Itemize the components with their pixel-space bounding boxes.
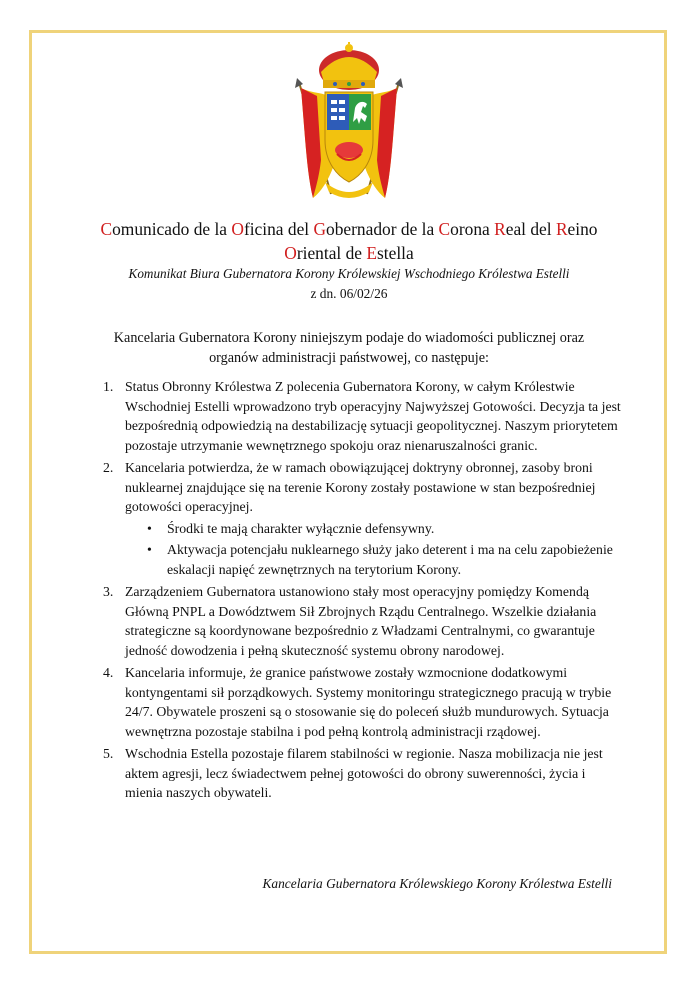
item-text: Zarządzeniem Gubernatora ustanowiono stały most operacyjny pomiędzy Komendą Główną PNPL a Dowództwem Sił Zbrojnych Rządu Centralnego. Wszelkie działania strategiczne są koordynowane bezpośrednio z Władzami Centralnymi, co gwarantuje jedność dowodzenia i pełną skuteczność systemu obrony narodowej. (125, 584, 597, 658)
bullet-item (125, 540, 625, 579)
intro-paragraph (85, 328, 613, 368)
item-number: 5. (103, 746, 114, 761)
item-text: Kancelaria potwierdza, że w ramach obowiązującej doktryny obronnej, zasoby broni nuklearnej znajdujące się na terenie Korony zostały postawione w stan bezpośredniej gotowości operacyjnej. (125, 460, 596, 514)
title-initial: C (100, 219, 113, 239)
title-word: eino (567, 219, 598, 239)
list-item (97, 377, 625, 455)
bullet-item (125, 519, 625, 539)
intro-line: Kancelaria Gubernatora Korony niniejszym podaje do wiadomości publicznej oraz (113, 330, 585, 346)
title-word: ficina del (243, 219, 314, 239)
coat-of-arms (0, 42, 698, 204)
title-initial: G (313, 219, 327, 239)
item-text: Wschodnia Estella pozostaje filarem stabilności w regionie. Nasza mobilizacja nie jest aktem agresji, lecz świadectwem pełnej gotowości do obrony suwerenności, życia i mienia naszych obywateli. (125, 746, 603, 800)
bullet-icon: • (147, 542, 152, 557)
title-initial: R (555, 219, 568, 239)
item-number: 2. (103, 460, 114, 475)
numbered-list (97, 377, 625, 806)
list-item (97, 458, 625, 579)
document-title (70, 217, 628, 265)
title-word: eal del (505, 219, 556, 239)
bullet-text: Aktywacja potencjału nuklearnego służy jako deterent i ma na celu zapobieżenie eskalacji napięć zewnętrznych na terytorium Korony. (167, 542, 613, 577)
title-word: orona (450, 219, 495, 239)
list-item (97, 582, 625, 660)
title-line-1 (70, 217, 628, 241)
item-number: 1. (103, 379, 114, 394)
title-initial: E (366, 243, 377, 263)
title-line-2 (70, 241, 628, 265)
bullet-text: Środki te mają charakter wyłącznie defensywny. (167, 520, 435, 536)
document-date: z dn. 06/02/26 (310, 286, 388, 301)
intro-line: organów administracji państwowej, co następuje: (209, 350, 489, 366)
title-initial: C (438, 219, 451, 239)
signature: Kancelaria Gubernatora Królewskiego Korony Królestwa Estelli (262, 876, 612, 891)
title-word: obernador de la (326, 219, 439, 239)
title-word: omunicado de la (112, 219, 232, 239)
item-text: Status Obronny Królestwa Z polecenia Gubernatora Korony, w całym Królestwie Wschodniej Estelli wprowadzono tryb operacyjny Najwyższej Gotowości. Decyzja ta jest bezpośrednią odpowiedzią na destabilizację sytuacji geopolitycznej. Naszym priorytetem pozostaje utrzymanie wewnętrznego spokoju oraz nienaruszalności granic. (125, 379, 621, 453)
title-initial: O (231, 219, 244, 239)
item-number: 4. (103, 665, 114, 680)
bullet-icon: • (147, 520, 152, 536)
title-initial: O (284, 243, 297, 263)
item-number: 3. (103, 584, 114, 599)
title-initial: R (494, 219, 506, 239)
title-word: riental de (296, 243, 367, 263)
document-subtitle: Komunikat Biura Gubernatora Korony Królewskiej Wschodniego Królestwa Estelli (128, 266, 570, 281)
coat-of-arms-icon (279, 42, 419, 204)
title-word: stella (377, 243, 414, 263)
item-text: Kancelaria informuje, że granice państwowe zostały wzmocnione dodatkowymi kontyngentami sił porządkowych. Systemy monitoringu strategicznego pracują w trybie 24/7. Obywatele proszeni są o stosowanie się do poleceń służb mundurowych. Sytuacja wewnętrzna pozostaje stabilna i pod pełną kontrolą administracji rządowej. (125, 665, 612, 739)
list-item (97, 744, 625, 803)
list-item (97, 663, 625, 741)
